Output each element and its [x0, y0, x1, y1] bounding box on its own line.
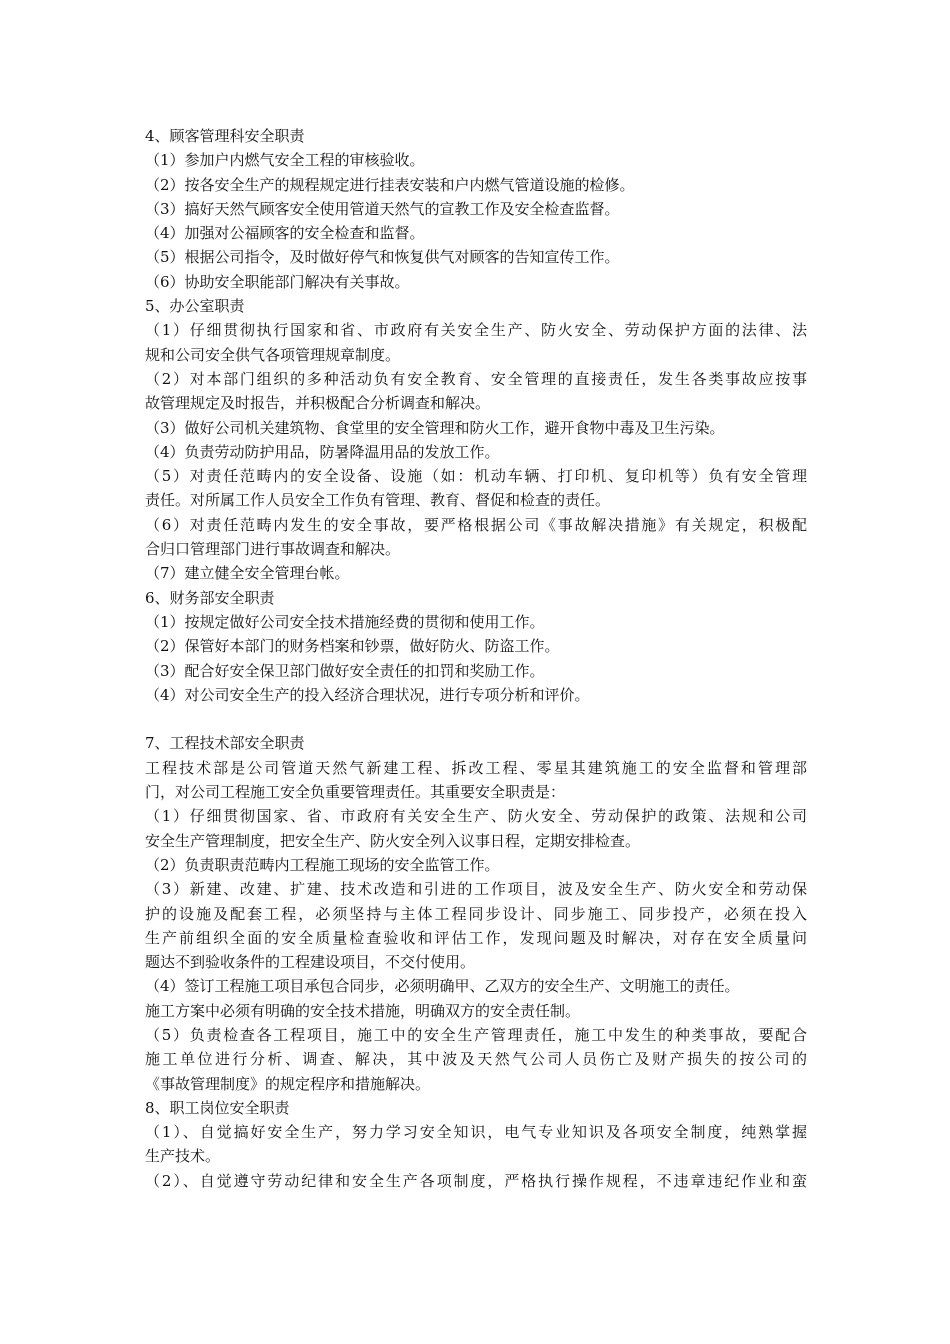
- paragraph-line: （3）新建、改建、扩建、技术改造和引进的工作项目，波及安全生产、防火安全和劳动保: [145, 880, 807, 899]
- paragraph-line: 责任。对所属工作人员安全工作负有管理、教育、督促和检查的责任。: [145, 491, 611, 510]
- paragraph-line: 规和公司安全供气各项管理规章制度。: [145, 345, 401, 364]
- paragraph-line: 工程技术部是公司管道天然气新建工程、拆改工程、零星其建筑施工的安全监督和管理部: [145, 758, 807, 777]
- paragraph-line: 故管理规定及时报告，并积极配合分析调查和解决。: [145, 394, 491, 413]
- paragraph-line: （1）按规定做好公司安全技术措施经费的贯彻和使用工作。: [145, 612, 545, 631]
- paragraph-line: （1）、自觉搞好安全生产，努力学习安全知识，电气专业知识及各项安全制度，纯熟掌握: [145, 1123, 807, 1142]
- section-heading: 6、财务部安全职责: [145, 588, 275, 607]
- paragraph-line: 题达不到验收条件的工程建设项目，不交付使用。: [145, 953, 476, 972]
- paragraph-line: （2）、自觉遵守劳动纪律和安全生产各项制度，严格执行操作规程，不违章违纪作业和蛮: [145, 1171, 807, 1190]
- paragraph-line: 门，对公司工程施工安全负重要管理责任。其重要安全职责是：: [145, 783, 566, 802]
- paragraph-line: 施工单位进行分析、调查、解决，其中波及天然气公司人员伤亡及财产损失的按公司的: [145, 1050, 807, 1069]
- section-4-customer-management: [145, 124, 807, 294]
- section-6-finance: [145, 586, 807, 732]
- paragraph-line: （5）负责检查各工程项目，施工中的安全生产管理责任，施工中发生的种类事故，要配合: [145, 1025, 807, 1044]
- paragraph-line: 安全生产管理制度，把安全生产、防火安全列入议事日程，定期安排检查。: [145, 831, 641, 850]
- paragraph-line: 合归口管理部门进行事故调查和解决。: [145, 540, 401, 559]
- paragraph-line: （2）按各安全生产的规程规定进行挂表安装和户内燃气管道设施的检修。: [145, 175, 635, 194]
- paragraph-line: 施工方案中必须有明确的安全技术措施，明确双方的安全责任制。: [145, 1001, 581, 1020]
- section-heading: 8、职工岗位安全职责: [145, 1098, 290, 1117]
- paragraph-line: （4）负责劳动防护用品，防暑降温用品的发放工作。: [145, 442, 500, 461]
- paragraph-line: （4）签订工程施工项目承包合同步，必须明确甲、乙双方的安全生产、文明施工的责任。: [145, 977, 740, 996]
- paragraph-line: 生产技术。: [145, 1147, 221, 1166]
- document-page: [145, 124, 807, 1193]
- blank-line: [145, 707, 807, 731]
- paragraph-line: （4）加强对公福顾客的安全检查和监督。: [145, 224, 425, 243]
- section-heading: 7、工程技术部安全职责: [145, 734, 305, 753]
- paragraph-line: 《事故管理制度》的规定程序和措施解决。: [145, 1074, 431, 1093]
- paragraph-line: （1）参加户内燃气安全工程的审核验收。: [145, 151, 425, 170]
- paragraph-line: （1）仔细贯彻执行国家和省、市政府有关安全生产、防火安全、劳动保护方面的法律、法: [145, 321, 807, 340]
- paragraph-line: 护的设施及配套工程，必须坚持与主体工程同步设计、同步施工、同步投产，必须在投入: [145, 904, 807, 923]
- paragraph-line: （3）搞好天然气顾客安全使用管道天然气的宣教工作及安全检查监督。: [145, 199, 620, 218]
- paragraph-line: 生产前组织全面的安全质量检查验收和评估工作，发现问题及时解决，对存在安全质量问: [145, 928, 807, 947]
- paragraph-line: （4）对公司安全生产的投入经济合理状况，进行专项分析和评价。: [145, 685, 590, 704]
- paragraph-line: （5）对责任范畴内的安全设备、设施（如：机动车辆、打印机、复印机等）负有安全管理: [145, 467, 807, 486]
- paragraph-line: （2）负责职责范畴内工程施工现场的安全监管工作。: [145, 855, 500, 874]
- section-7-engineering: [145, 731, 807, 1095]
- paragraph-line: （2）对本部门组织的多种活动负有安全教育、安全管理的直接责任，发生各类事故应按事: [145, 369, 807, 388]
- section-8-employee-duties: [145, 1096, 807, 1193]
- paragraph-line: （6）对责任范畴内发生的安全事故，要严格根据公司《事故解决措施》有关规定，积极配: [145, 515, 807, 534]
- paragraph-line: （3）做好公司机关建筑物、食堂里的安全管理和防火工作，避开食物中毒及卫生污染。: [145, 418, 725, 437]
- paragraph-line: （3）配合好安全保卫部门做好安全责任的扣罚和奖励工作。: [145, 661, 545, 680]
- paragraph-line: （7）建立健全安全管理台帐。: [145, 564, 350, 583]
- paragraph-line: （1）仔细贯彻国家、省、市政府有关安全生产、防火安全、劳动保护的政策、法规和公司: [145, 807, 807, 826]
- section-heading: 4、顾客管理科安全职责: [145, 127, 305, 145]
- section-heading: 5、办公室职责: [145, 297, 245, 316]
- section-5-office: [145, 294, 807, 586]
- paragraph-line: （2）保管好本部门的财务档案和钞票，做好防火、防盗工作。: [145, 637, 560, 656]
- paragraph-line: （6）协助安全职能部门解决有关事故。: [145, 272, 410, 291]
- paragraph-line: （5）根据公司指令，及时做好停气和恢复供气对顾客的告知宣传工作。: [145, 248, 620, 267]
